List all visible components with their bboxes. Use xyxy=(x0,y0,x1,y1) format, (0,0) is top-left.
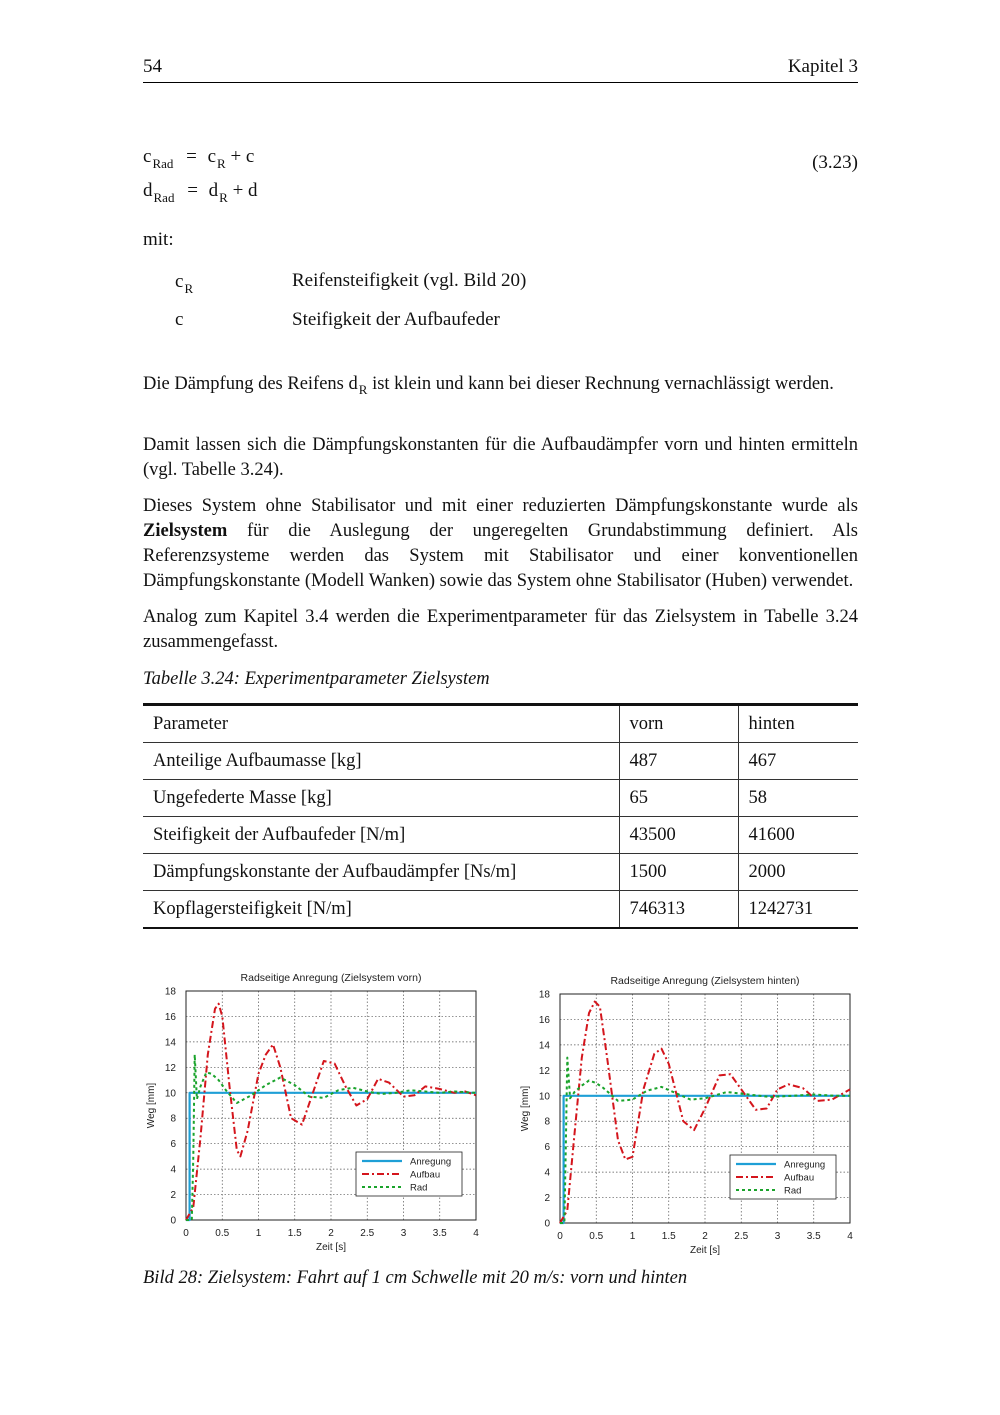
table-cell: 41600 xyxy=(738,817,858,854)
table-caption: Tabelle 3.24: Experimentparameter Zielsystem xyxy=(143,669,490,689)
chart-legend xyxy=(730,1155,836,1199)
legend-label: Rad xyxy=(784,1185,802,1197)
p1-sub: R xyxy=(358,382,368,397)
legend-label: Anregung xyxy=(784,1159,826,1171)
eq2-lhs-sub: Rad xyxy=(153,190,175,205)
x-tick-label: 1.5 xyxy=(287,1228,302,1239)
x-tick-label: 4 xyxy=(473,1228,479,1239)
table-cell: Kopflagersteifigkeit [N/m] xyxy=(143,891,619,929)
eq1-lhs-sub: Rad xyxy=(152,156,174,171)
p1-after: ist klein und kann bei dieser Rechnung vernachlässigt werden. xyxy=(367,374,834,394)
eq1-equals: = xyxy=(186,146,197,167)
table-cell: Steifigkeit der Aufbaufeder [N/m] xyxy=(143,817,619,854)
x-tick-label: 0.5 xyxy=(589,1231,604,1242)
y-tick-label: 6 xyxy=(170,1139,176,1151)
p1-before: Die Dämpfung des Reifens d xyxy=(143,374,358,394)
y-tick-label: 18 xyxy=(164,986,176,998)
table-cell: 1500 xyxy=(619,854,738,891)
legend-label: Anregung xyxy=(410,1156,452,1168)
eq2-lhs: d xyxy=(143,180,153,201)
y-tick-label: 16 xyxy=(164,1011,176,1023)
eq2-rhs-tail: + d xyxy=(232,180,258,201)
eq1-rhs-tail: + c xyxy=(230,146,255,167)
y-tick-label: 18 xyxy=(538,989,550,1001)
table-cell: Ungefederte Masse [kg] xyxy=(143,780,619,817)
x-tick-label: 0 xyxy=(557,1231,563,1242)
legend-label: Aufbau xyxy=(410,1169,441,1181)
eq1-rhs: c xyxy=(207,146,217,167)
p4-text: Analog zum Kapitel 3.4 werden die Experimentparameter für das Zielsystem in Tabelle 3.24 zusammengefasst. xyxy=(143,607,858,652)
chart-title: Radseitige Anregung (Zielsystem vorn) xyxy=(240,972,422,984)
table-row xyxy=(143,780,858,817)
chart-legend xyxy=(356,1152,462,1196)
mit-label: mit: xyxy=(143,229,174,250)
p2-text: Damit lassen sich die Dämpfungskonstanten für die Aufbaudämpfer vorn und hinten ermitteln (vgl. Tabelle 3.24). xyxy=(143,435,858,480)
y-tick-label: 0 xyxy=(544,1218,550,1230)
page-number: 54 xyxy=(143,56,162,77)
table-cell: Dämpfungskonstante der Aufbaudämpfer [Ns/m] xyxy=(143,854,619,891)
table-header-cell: hinten xyxy=(738,705,858,743)
equation-number: (3.23) xyxy=(812,152,858,173)
x-axis-label: Zeit [s] xyxy=(689,1245,721,1256)
y-tick-label: 12 xyxy=(538,1065,550,1077)
table-cell: Anteilige Aufbaumasse [kg] xyxy=(143,743,619,780)
y-tick-label: 2 xyxy=(170,1190,176,1202)
def1-symbol: c xyxy=(175,271,184,292)
chapter-label: Kapitel 3 xyxy=(787,56,858,77)
table-cell: 746313 xyxy=(619,891,738,929)
table-cell: 43500 xyxy=(619,817,738,854)
x-tick-label: 2.5 xyxy=(360,1228,375,1239)
y-tick-label: 10 xyxy=(538,1091,550,1103)
legend-label: Aufbau xyxy=(784,1172,815,1184)
eq2-rhs-sub: R xyxy=(219,190,228,205)
paragraph-3 xyxy=(143,494,858,594)
table-header-row xyxy=(143,705,858,743)
definition-text-cr: Reifensteifigkeit (vgl. Bild 20) xyxy=(292,270,527,291)
chart-vorn xyxy=(140,965,490,1265)
figure-caption: Bild 28: Zielsystem: Fahrt auf 1 cm Schwelle mit 20 m/s: vorn und hinten xyxy=(143,1268,688,1288)
legend-label: Rad xyxy=(410,1182,428,1194)
eq2-rhs: d xyxy=(208,180,219,201)
eq2-equals: = xyxy=(187,180,198,201)
y-tick-label: 8 xyxy=(170,1113,176,1125)
table-cell: 487 xyxy=(619,743,738,780)
definition-text-c: Steifigkeit der Aufbaufeder xyxy=(292,309,500,330)
x-tick-label: 3.5 xyxy=(432,1228,447,1239)
table-header-cell: vorn xyxy=(619,705,738,743)
def1-symbol-sub: R xyxy=(184,281,194,296)
x-tick-label: 0 xyxy=(183,1228,189,1239)
eq1-lhs: c xyxy=(143,146,152,167)
x-tick-label: 3.5 xyxy=(806,1231,821,1242)
paragraph-4 xyxy=(143,605,858,655)
table-row xyxy=(143,817,858,854)
y-tick-label: 14 xyxy=(538,1040,550,1052)
header-rule xyxy=(143,82,858,83)
x-tick-label: 4 xyxy=(847,1231,853,1242)
y-tick-label: 12 xyxy=(164,1062,176,1074)
table-cell: 1242731 xyxy=(738,891,858,929)
table-cell: 65 xyxy=(619,780,738,817)
y-tick-label: 14 xyxy=(164,1037,176,1049)
x-tick-label: 2.5 xyxy=(734,1231,749,1242)
table-header-cell: Parameter xyxy=(153,713,228,734)
x-axis-label: Zeit [s] xyxy=(315,1242,347,1253)
x-tick-label: 1.5 xyxy=(661,1231,676,1242)
table-row xyxy=(143,854,858,891)
p3-before: Dieses System ohne Stabilisator und mit einer reduzierten Dämpfungskonstante wurde als xyxy=(143,496,858,516)
x-tick-label: 2 xyxy=(702,1231,708,1242)
y-tick-label: 8 xyxy=(544,1116,550,1128)
p3-after: für die Auslegung der ungeregelten Grundabstimmung definiert. Als Referenzsysteme werden das System mit Stabilisator und einer konventionellen Dämpfungskonstante (Modell Wanken) sowie das System ohne Stabilisator (Huben) verwendet. xyxy=(143,521,858,591)
y-tick-label: 2 xyxy=(544,1193,550,1205)
chart-title: Radseitige Anregung (Zielsystem hinten) xyxy=(610,975,800,987)
equation-line-1 xyxy=(143,146,255,171)
y-tick-label: 10 xyxy=(164,1088,176,1100)
definition-symbol-cr xyxy=(175,271,194,296)
table-cell: 467 xyxy=(738,743,858,780)
y-tick-label: 6 xyxy=(544,1142,550,1154)
x-tick-label: 0.5 xyxy=(215,1228,230,1239)
chart-hinten xyxy=(514,968,864,1268)
table-row xyxy=(143,891,858,929)
x-tick-label: 2 xyxy=(328,1228,334,1239)
eq1-rhs-sub: R xyxy=(217,156,226,171)
paragraph-2 xyxy=(143,433,858,483)
y-tick-label: 4 xyxy=(544,1167,550,1179)
p3-bold-term: Zielsystem xyxy=(143,521,228,541)
paragraph-1 xyxy=(143,372,858,397)
x-tick-label: 3 xyxy=(400,1228,407,1239)
y-axis-label: Weg [mm] xyxy=(520,1085,531,1132)
y-tick-label: 4 xyxy=(170,1164,176,1176)
y-tick-label: 0 xyxy=(170,1215,176,1227)
table-cell: 2000 xyxy=(738,854,858,891)
y-axis-label: Weg [mm] xyxy=(146,1082,157,1129)
parameter-table xyxy=(143,703,858,929)
x-tick-label: 3 xyxy=(774,1231,781,1242)
x-tick-label: 1 xyxy=(255,1228,262,1239)
table-row xyxy=(143,743,858,780)
definition-symbol-c xyxy=(175,309,184,331)
x-tick-label: 1 xyxy=(629,1231,636,1242)
def2-symbol: c xyxy=(175,309,184,330)
equation-line-2 xyxy=(143,180,258,205)
y-tick-label: 16 xyxy=(538,1014,550,1026)
table-cell: 58 xyxy=(738,780,858,817)
